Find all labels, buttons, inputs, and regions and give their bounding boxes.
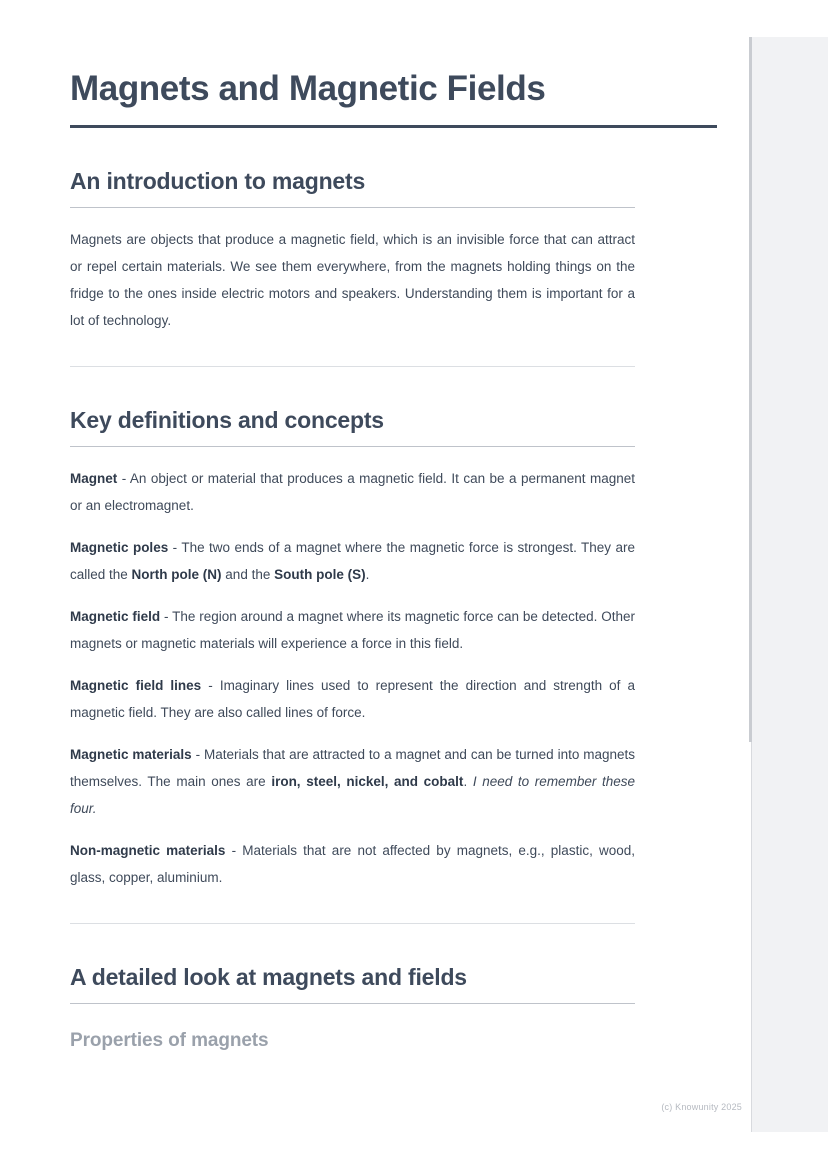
definition-body: Materials that are attracted to a magnet and can be turned into magnets themselves. The main ones are — [70, 746, 636, 789]
definition-term: Magnetic field — [70, 608, 161, 624]
south-pole-label: South pole (S) — [274, 566, 366, 582]
definition-magnet — [70, 447, 635, 519]
document-content — [70, 0, 635, 1052]
page-title: Magnets and Magnetic Fields — [70, 69, 546, 108]
magnetic-materials-list: iron, steel, nickel, and cobalt — [271, 773, 464, 789]
definition-dash: - — [160, 608, 173, 624]
north-pole-label: North pole (N) — [131, 566, 222, 582]
section-heading-detailed-look: A detailed look at magnets and fields — [70, 963, 467, 990]
definition-term: Magnetic materials — [70, 746, 192, 762]
definition-dash: - — [201, 677, 220, 693]
section-heading-introduction: An introduction to magnets — [70, 167, 366, 194]
intro-paragraph: Magnets are objects that produce a magnetic field, which is an invisible force that can attract or repel certain materials. We see them everywhere, from the magnets holding things on the fridge to the ones inside electric motors and speakers. Understanding them is important for a lot of technology. — [70, 231, 635, 328]
definition-magnetic-field-lines — [70, 657, 635, 726]
copyright-footer: (c) Knowunity 2025 — [661, 1102, 742, 1112]
definition-body: Materials that are not affected by magnets, e.g., plastic, wood, glass, copper, aluminium. — [70, 842, 635, 885]
definition-body: . — [463, 773, 473, 789]
handwritten-note: I need to remember these four. — [70, 773, 635, 816]
definition-magnetic-field — [70, 588, 635, 657]
definition-body: . — [365, 566, 370, 582]
definition-body: An object or material that produces a magnetic field. It can be a permanent magnet or an electromagnet. — [70, 470, 635, 513]
subsection-heading-properties: Properties of magnets — [70, 1029, 269, 1051]
definition-dash: - — [191, 746, 204, 762]
definition-magnetic-poles — [70, 519, 635, 588]
scrollbar-thumb[interactable] — [749, 37, 752, 742]
definition-non-magnetic-materials — [70, 822, 635, 891]
definition-dash: - — [117, 470, 130, 486]
definition-magnetic-materials — [70, 726, 635, 822]
scrollbar-track[interactable] — [752, 37, 828, 1132]
definition-term: Magnetic field lines — [70, 677, 202, 693]
scroll-gutter — [752, 0, 828, 1171]
definition-body: Imaginary lines used to represent the direction and strength of a magnetic field. They are also called lines of force. — [70, 677, 635, 720]
definition-body: The region around a magnet where its magnetic force can be detected. Other magnets or magnetic materials will experience a force in this field. — [70, 608, 635, 651]
definition-term: Magnet — [70, 470, 118, 486]
definition-body: and the — [221, 566, 275, 582]
section-heading-key-definitions: Key definitions and concepts — [70, 406, 384, 433]
definition-dash: - — [168, 539, 182, 555]
definition-term: Non-magnetic materials — [70, 842, 226, 858]
definition-body: The two ends of a magnet where the magnetic force is strongest. They are called the — [70, 539, 635, 582]
definition-dash: - — [225, 842, 243, 858]
definition-term: Magnetic poles — [70, 539, 169, 555]
